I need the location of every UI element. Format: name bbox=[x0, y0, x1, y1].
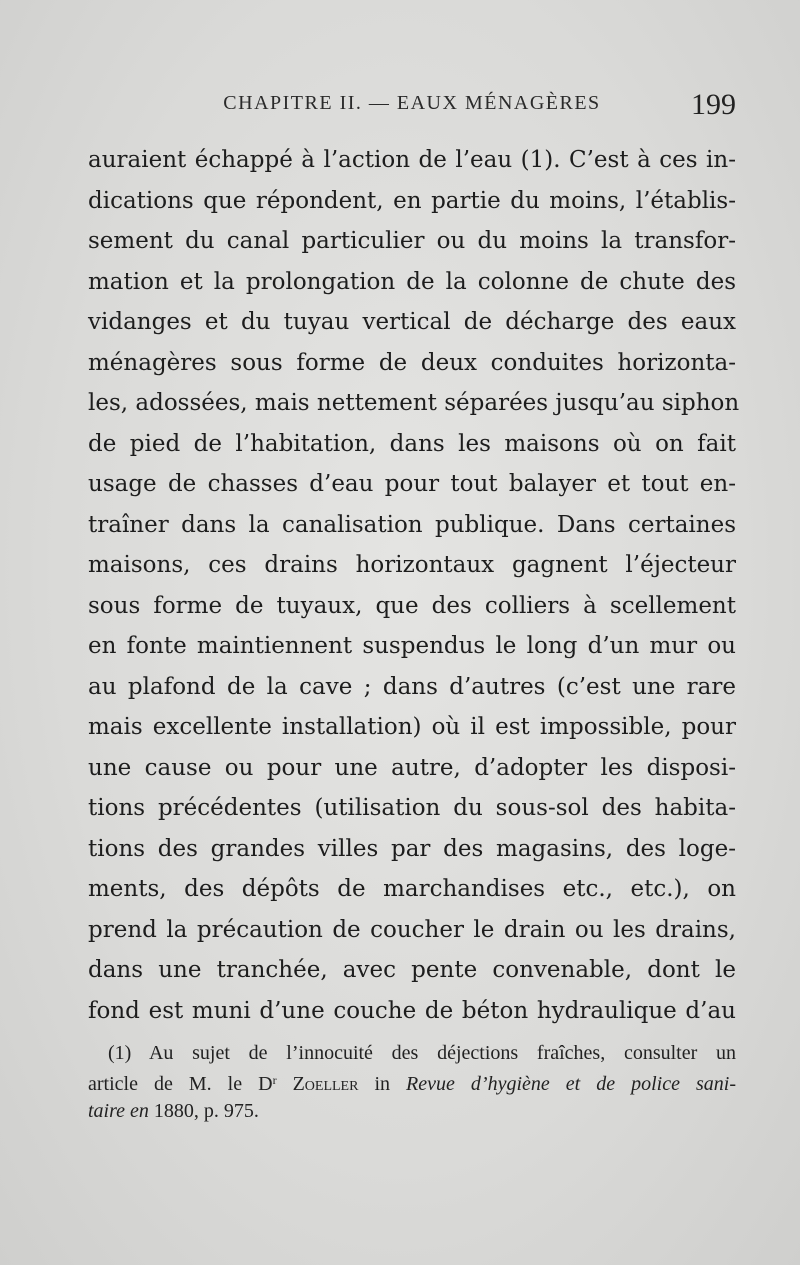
text-line: une cause ou pour une autre, d’adopter les disposi- bbox=[88, 754, 736, 781]
text-line: vidanges et du tuyau vertical de décharge des eaux bbox=[88, 309, 736, 335]
footnote-author: Zoeller bbox=[292, 1073, 359, 1095]
text-line: usage de chasses d’eau pour tout balayer et tout en- bbox=[88, 471, 736, 497]
footnote-journal: Revue d’hygiène et de police sani- bbox=[406, 1073, 736, 1095]
footnote-journal: taire en bbox=[88, 1100, 149, 1122]
text-line: de pied de l’habitation, dans les maisons où on fait bbox=[88, 430, 736, 457]
text-line: tions précédentes (utilisation du sous-sol des habita- bbox=[88, 795, 736, 821]
footnote bbox=[88, 1040, 736, 1125]
running-header bbox=[88, 88, 736, 128]
footnote-line bbox=[88, 1067, 736, 1098]
text-line: mais excellente installation) où il est impossible, pour bbox=[88, 714, 736, 740]
text-line: ménagères sous forme de deux conduites horizonta- bbox=[88, 349, 736, 376]
text-line: sous forme de tuyaux, que des colliers à scellement bbox=[88, 592, 736, 619]
running-title: CHAPITRE II. — EAUX MÉNAGÈRES bbox=[223, 92, 601, 114]
text-line: les, adossées, mais nettement séparées jusqu’au siphon bbox=[88, 390, 740, 416]
text-line: en fonte maintiennent suspendus le long d’un mur ou bbox=[88, 633, 736, 659]
page-number: 199 bbox=[691, 88, 736, 121]
text-line: sement du canal particulier ou du moins la transfor- bbox=[88, 228, 736, 254]
text-line: traîner dans la canalisation publique. Dans certaines bbox=[88, 511, 736, 538]
text-line: prend la précaution de coucher le drain ou les drains, bbox=[88, 916, 736, 943]
text-line: mation et la prolongation de la colonne de chute des bbox=[88, 268, 736, 295]
text-line: dications que répondent, en partie du moins, l’établis- bbox=[88, 187, 736, 214]
text-line: tions des grandes villes par des magasins, des loge- bbox=[88, 835, 736, 862]
text-line: auraient échappé à l’action de l’eau (1). C’est à ces in- bbox=[88, 147, 736, 173]
body-text bbox=[88, 140, 740, 1031]
text-line: maisons, ces drains horizontaux gagnent l’éjecteur bbox=[88, 552, 736, 578]
footnote-text: 1880, p. 975. bbox=[148, 1100, 259, 1122]
footnote-text: in bbox=[358, 1073, 407, 1095]
footnote-line bbox=[88, 1098, 736, 1125]
text-line: ments, des dépôts de marchandises etc., etc.), on bbox=[88, 876, 736, 902]
text-line: fond est muni d’une couche de béton hydraulique d’au bbox=[88, 997, 736, 1024]
footnote-line: (1) Au sujet de l’innocuité des déjections fraîches, consulter un bbox=[108, 1042, 736, 1064]
text-line: au plafond de la cave ; dans d’autres (c’est une rare bbox=[88, 673, 736, 700]
footnote-text: article de M. le D bbox=[88, 1073, 273, 1095]
text-line: dans une tranchée, avec pente convenable, dont le bbox=[88, 957, 736, 983]
footnote-superscript: r bbox=[272, 1073, 277, 1087]
